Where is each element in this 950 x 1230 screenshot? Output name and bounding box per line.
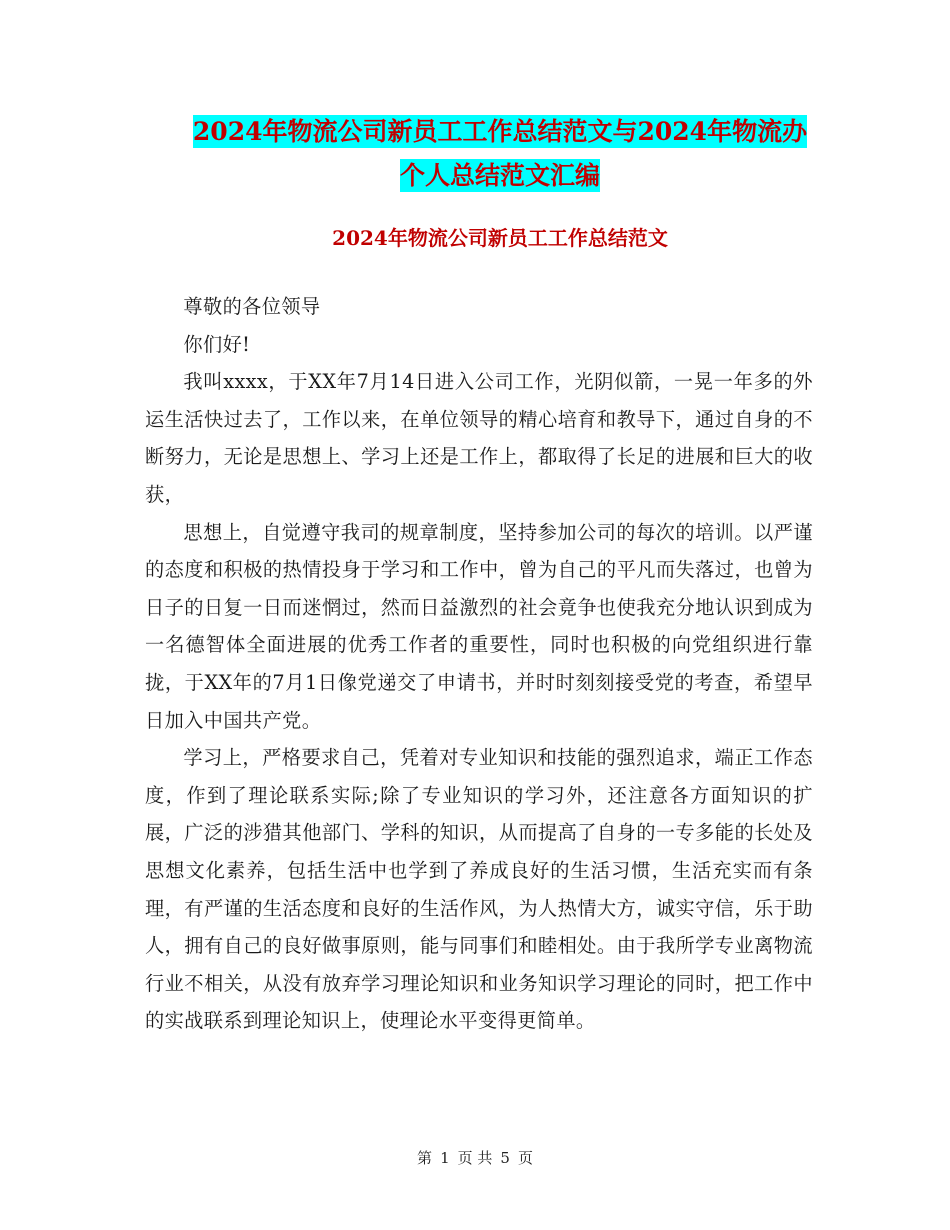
page-footer	[0, 1148, 950, 1168]
title-line-2	[140, 154, 860, 198]
paragraph-study: 学习上，严格要求自己，凭着对专业知识和技能的强烈追求，端正工作态度，作到了理论联系实际;除了专业知识的学习外，还注意各方面知识的扩展，广泛的涉猎其他部门、学科的知识，从而提高了自身的一专多能的长处及思想文化素养，包括生活中也学到了养成良好的生活习惯，生活充实而有条理，有严谨的生活态度和良好的生活作风，为人热情大方，诚实守信，乐于助人，拥有自己的良好做事原则，能与同事们和睦相处。由于我所学专业离物流行业不相关，从没有放弃学习理论知识和业务知识学习理论的同时，把工作中的实战联系到理论知识上，使理论水平变得更简单。	[145, 746, 813, 1033]
section-title: 2024年物流公司新员工工作总结范文	[332, 226, 668, 250]
footer-middle: 页 共	[457, 1149, 493, 1167]
document-body	[145, 288, 813, 1040]
title-line-1-text: 2024年物流公司新员工工作总结范文与2024年物流办	[192, 117, 808, 146]
paragraph-greeting: 你们好!	[183, 332, 251, 356]
paragraph-salutation: 尊敬的各位领导	[183, 295, 321, 318]
document-title	[140, 110, 860, 198]
title-line-2-text: 个人总结范文汇编	[399, 161, 600, 190]
paragraph-intro: 我叫xxxx，于XX年7月14日进入公司工作，光阴似箭，一晃一年多的外运生活快过去了，工作以来，在单位领导的精心培育和教导下，通过自身的不断努力，无论是思想上、学习上还是工作上，都取得了长足的进展和巨大的收获，	[145, 370, 813, 506]
footer-suffix: 页	[517, 1149, 533, 1167]
footer-total-pages: 5	[500, 1149, 510, 1167]
paragraph-thought: 思想上，自觉遵守我司的规章制度，坚持参加公司的每次的培训。以严谨的态度和积极的热情投身于学习和工作中，曾为自己的平凡而失落过，也曾为日子的日复一日而迷惘过，然而日益激烈的社会竟争也使我充分地认识到成为一名德智体全面进展的优秀工作者的重要性，同时也积极的向党组织进行靠拢，于XX年的7月1日像党递交了申请书，并时时刻刻接受党的考查，希望早日加入中国共产党。	[145, 520, 813, 732]
footer-prefix: 第	[417, 1149, 433, 1167]
footer-page-number: 1	[440, 1149, 450, 1167]
title-line-1	[140, 110, 860, 154]
